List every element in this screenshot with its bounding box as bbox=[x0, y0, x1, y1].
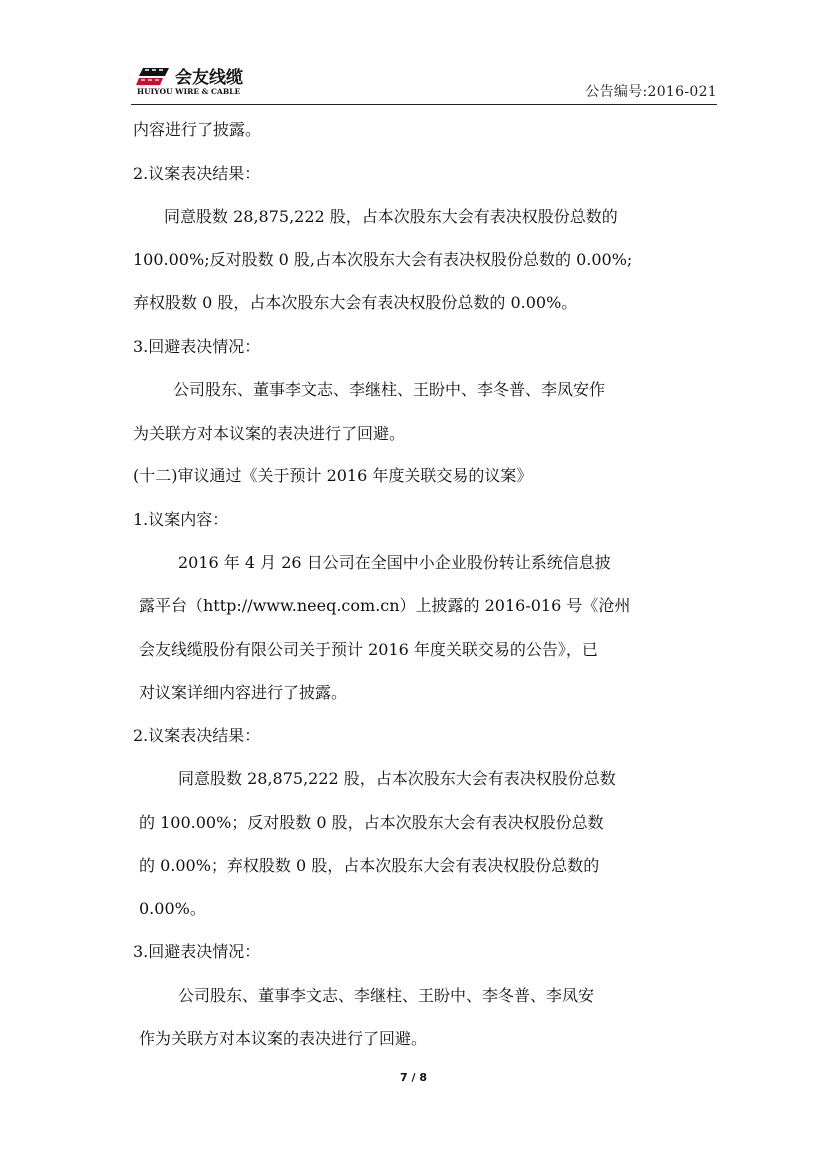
text-line: 1.议案内容： bbox=[133, 510, 229, 529]
text-line: 弃权股数 0 股，占本次股东大会有表决权股份总数的 0.00%。 bbox=[133, 293, 578, 312]
text-line: 的 0.00%；弃权股数 0 股，占本次股东大会有表决权股份总数的 bbox=[139, 856, 600, 875]
page-number: 7 / 8 bbox=[400, 1071, 427, 1084]
text-line: 公司股东、董事李文志、李继柱、王盼中、李冬普、李凤安作 bbox=[173, 380, 606, 399]
document-number: 公告编号:2016-021 bbox=[585, 84, 717, 100]
section-heading: (十二)审议通过《关于预计 2016 年度关联交易的议案》 bbox=[133, 466, 533, 485]
text-line: 2.议案表决结果： bbox=[133, 164, 261, 183]
text-line: 会友线缆股份有限公司关于预计 2016 年度关联交易的公告》，已 bbox=[139, 640, 598, 659]
text-line: 3.回避表决情况： bbox=[133, 337, 261, 356]
page-header bbox=[131, 64, 717, 104]
logo-mark-icon bbox=[136, 68, 169, 85]
text-line: 同意股数 28,875,222 股，占本次股东大会有表决权股份总数的 bbox=[164, 207, 618, 226]
text-line: 的 100.00%；反对股数 0 股，占本次股东大会有表决权股份总数 bbox=[139, 813, 604, 832]
text-line: 内容进行了披露。 bbox=[133, 120, 262, 139]
text-line: 0.00%。 bbox=[139, 899, 206, 918]
text-line: 2.议案表决结果： bbox=[133, 726, 261, 745]
text-line: 2016 年 4 月 26 日公司在全国中小企业股份转让系统信息披 bbox=[178, 553, 611, 572]
logo-cn-text: 会友线缆 bbox=[175, 68, 243, 88]
header-rule bbox=[131, 104, 717, 105]
text-line: 同意股数 28,875,222 股，占本次股东大会有表决权股份总数 bbox=[178, 769, 616, 788]
text-line: 对议案详细内容进行了披露。 bbox=[139, 683, 348, 702]
text-line: 作为关联方对本议案的表决进行了回避。 bbox=[139, 1029, 428, 1048]
text-line: 100.00%;反对股数 0 股,占本次股东大会有表决权股份总数的 0.00%; bbox=[133, 250, 633, 269]
text-line: 露平台（http://www.neeq.com.cn）上披露的 2016-016 号《沧州 bbox=[139, 596, 631, 615]
company-logo bbox=[135, 64, 295, 98]
text-line: 3.回避表决情况： bbox=[133, 942, 261, 961]
text-line: 公司股东、董事李文志、李继柱、王盼中、李冬普、李凤安 bbox=[178, 986, 595, 1005]
text-line: 为关联方对本议案的表决进行了回避。 bbox=[133, 424, 406, 443]
logo-en-text: HUIYOU WIRE & CABLE bbox=[137, 87, 241, 96]
